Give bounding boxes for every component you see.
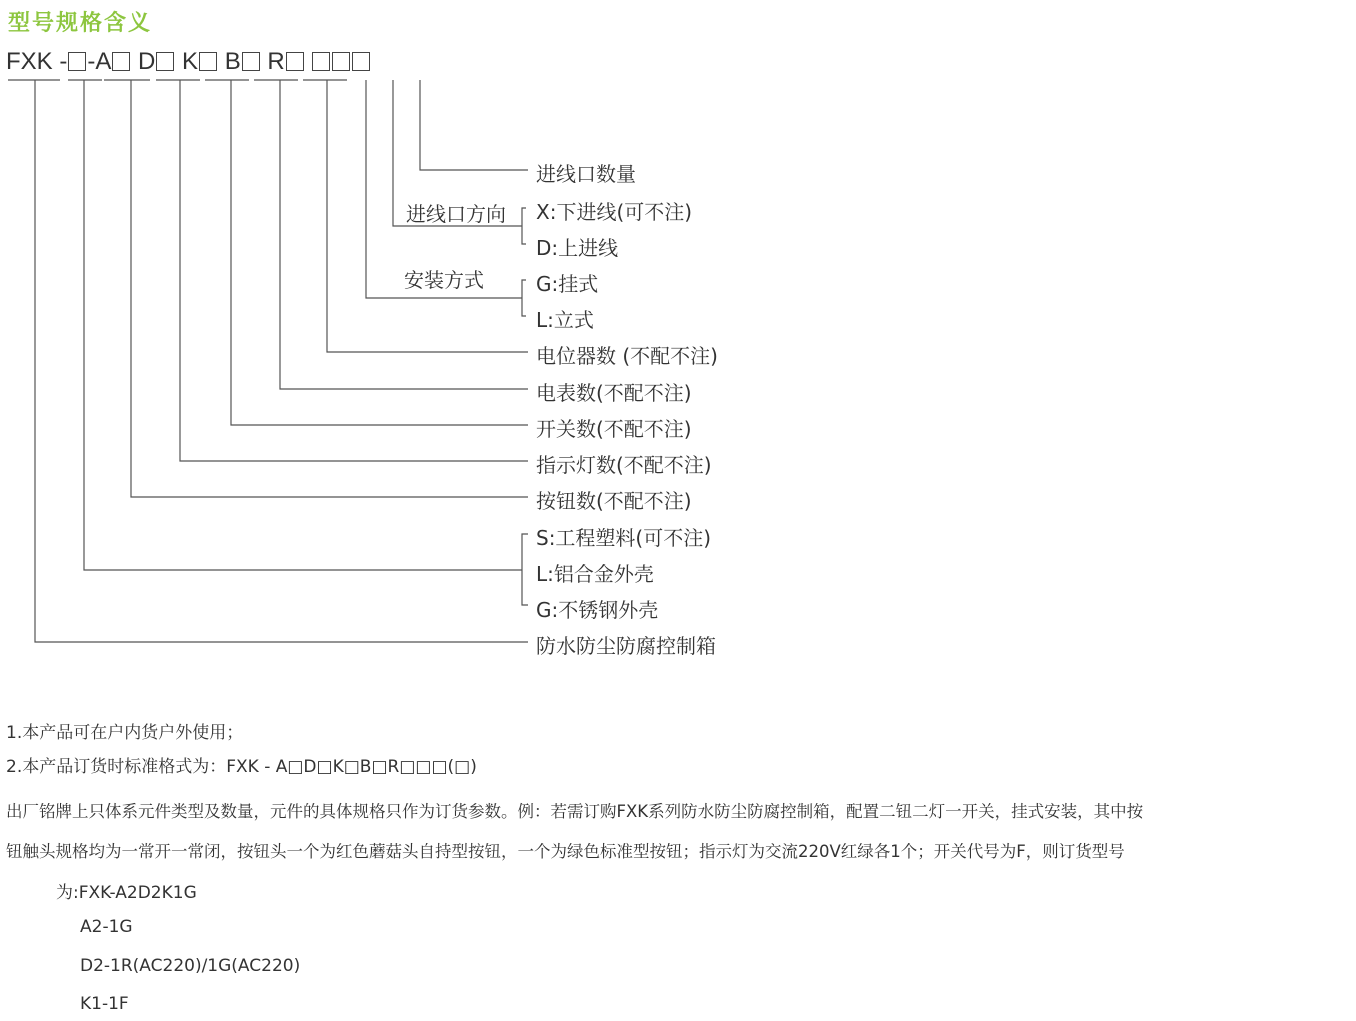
label-meter: 电表数(不配不注) [536,381,692,405]
line-box [35,80,528,642]
code-sep-1: - [59,48,68,75]
note-1: 1.本产品可在户内货户外使用； [6,723,244,743]
code-sep-2: -A [87,48,112,75]
label-inlet-direction: 进线口方向 [406,202,506,226]
line-meter [280,80,528,389]
label-shell-l: L:铝合金外壳 [536,562,654,586]
label-shell-s: S:工程塑料(可不注) [536,526,712,550]
code-prefix: FXK [6,48,53,75]
bracket-mount [522,280,526,316]
line-switch [231,80,528,425]
paragraph-line-2: 钮触头规格均为一常开一常闭，按钮头一个为红色蘑菇头自持型按钮，一个为绿色标准型按钮；指示灯为交流220V红绿各1个；开关代号为F，则订货型号 [6,842,1125,861]
example-line-1: A2-1G [80,917,133,937]
label-mount: 安装方式 [404,268,484,292]
note-2: 2.本产品订货时标准格式为：FXK - A□D□K□B□R□□□(□) [6,757,477,777]
label-mount-g: G:挂式 [536,272,599,296]
bracket-shell [522,534,528,605]
line-inlet-count [420,80,528,170]
label-button: 按钮数(不配不注) [536,489,692,513]
example-line-3: K1-1F [80,994,129,1014]
code-r: R [267,48,285,75]
code-b: B [224,48,241,75]
code-k: K [182,48,199,75]
label-potentiometer: 电位器数 (不配不注) [536,344,718,368]
example-line-2: D2-1R(AC220)/1G(AC220) [80,956,301,976]
label-switch: 开关数(不配不注) [536,417,692,441]
label-indicator: 指示灯数(不配不注) [536,453,712,477]
example-model: 为:FXK-A2D2K1G [56,883,197,903]
bracket-direction [522,208,526,244]
label-inlet-x: X:下进线(可不注) [536,200,693,224]
label-shell-g: G:不锈钢外壳 [536,598,659,622]
label-mount-l: L:立式 [536,308,594,332]
code-d: D [138,48,156,75]
section-title: 型号规格含义 [8,11,153,36]
paragraph-line-1: 出厂铭牌上只体系元件类型及数量，元件的具体规格只作为订货参数。例：若需订购FXK系列防水防尘防腐控制箱，配置二钮二灯一开关，挂式安装，其中按 [6,802,1144,821]
label-inlet-count: 进线口数量 [536,162,636,186]
label-inlet-d: D:上进线 [536,236,619,260]
label-box: 防水防尘防腐控制箱 [536,634,716,658]
